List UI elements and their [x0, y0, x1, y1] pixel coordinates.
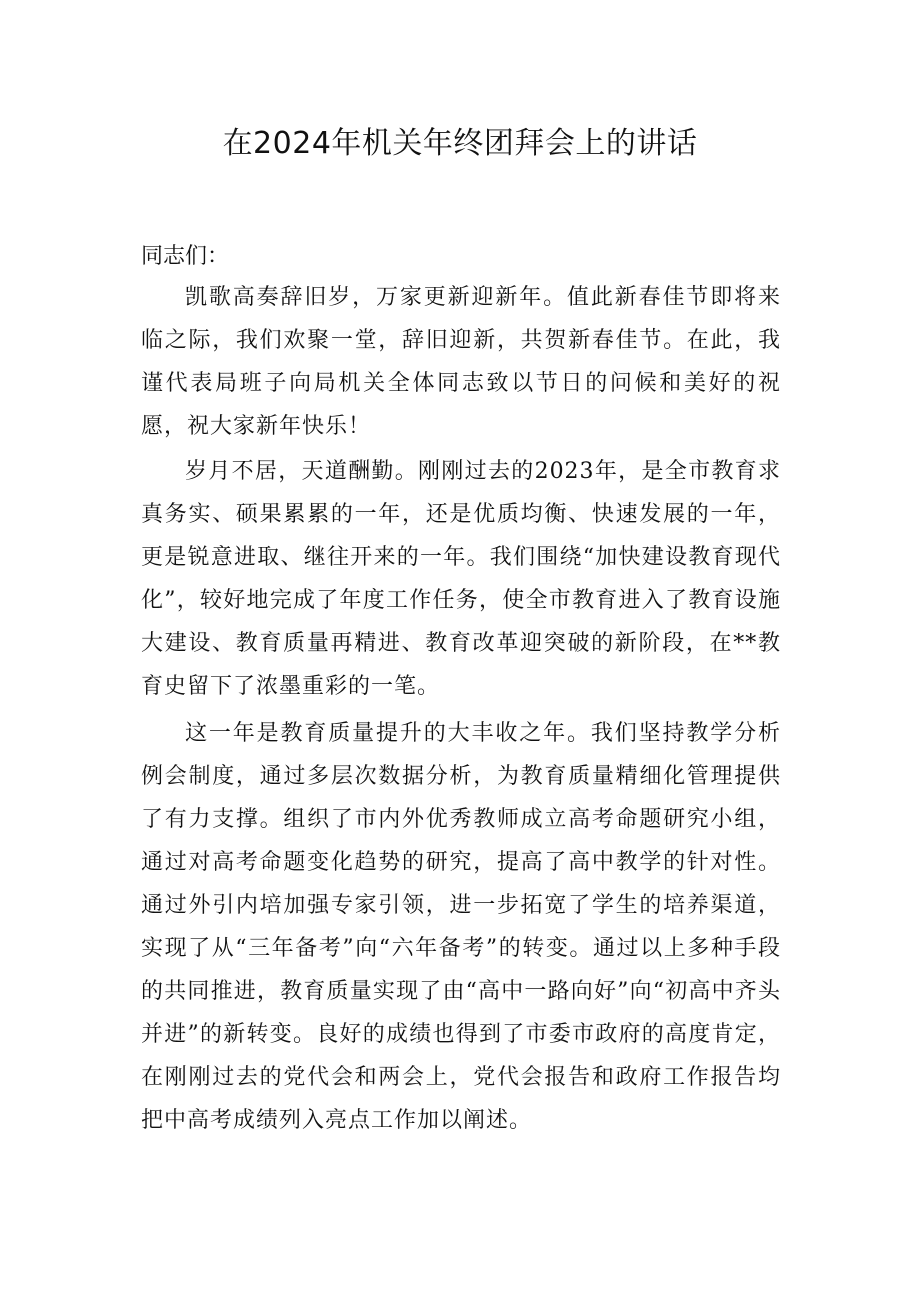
- document-title: 在2024年机关年终团拜会上的讲话: [222, 126, 698, 161]
- paragraph-3-block: [141, 712, 781, 1142]
- paragraph-2-block: [141, 450, 781, 708]
- paragraph-2: 岁月不居，天道酬勤。刚刚过去的2023年，是全市教育求真务实、硕果累累的一年，还是优质均衡、快速发展的一年，更是锐意进取、继往开来的一年。我们围绕“加快建设教育现代化”，较好地完成了年度工作任务，使全市教育进入了教育设施大建设、教育质量再精进、教育改革迎突破的新阶段，在**教育史留下了浓墨重彩的一笔。: [141, 459, 781, 699]
- paragraph-1: 凯歌高奏辞旧岁，万家更新迎新年。值此新春佳节即将来临之际，我们欢聚一堂，辞旧迎新，共贺新春佳节。在此，我谨代表局班子向局机关全体同志致以节日的问候和美好的祝愿，祝大家新年快乐！: [141, 285, 781, 439]
- paragraph-1-block: [141, 276, 781, 448]
- paragraph-3: 这一年是教育质量提升的大丰收之年。我们坚持教学分析例会制度，通过多层次数据分析，为教育质量精细化管理提供了有力支撑。组织了市内外优秀教师成立高考命题研究小组，通过对高考命题变化趋势的研究，提高了高中教学的针对性。通过外引内培加强专家引领，进一步拓宽了学生的培养渠道，实现了从“三年备考”向“六年备考”的转变。通过以上多种手段的共同推进，教育质量实现了由“高中一路向好”向“初高中齐头并进”的新转变。良好的成绩也得到了市委市政府的高度肯定，在刚刚过去的党代会和两会上，党代会报告和政府工作报告均把中高考成绩列入亮点工作加以阐述。: [141, 721, 781, 1133]
- salutation: 同志们：: [141, 244, 230, 269]
